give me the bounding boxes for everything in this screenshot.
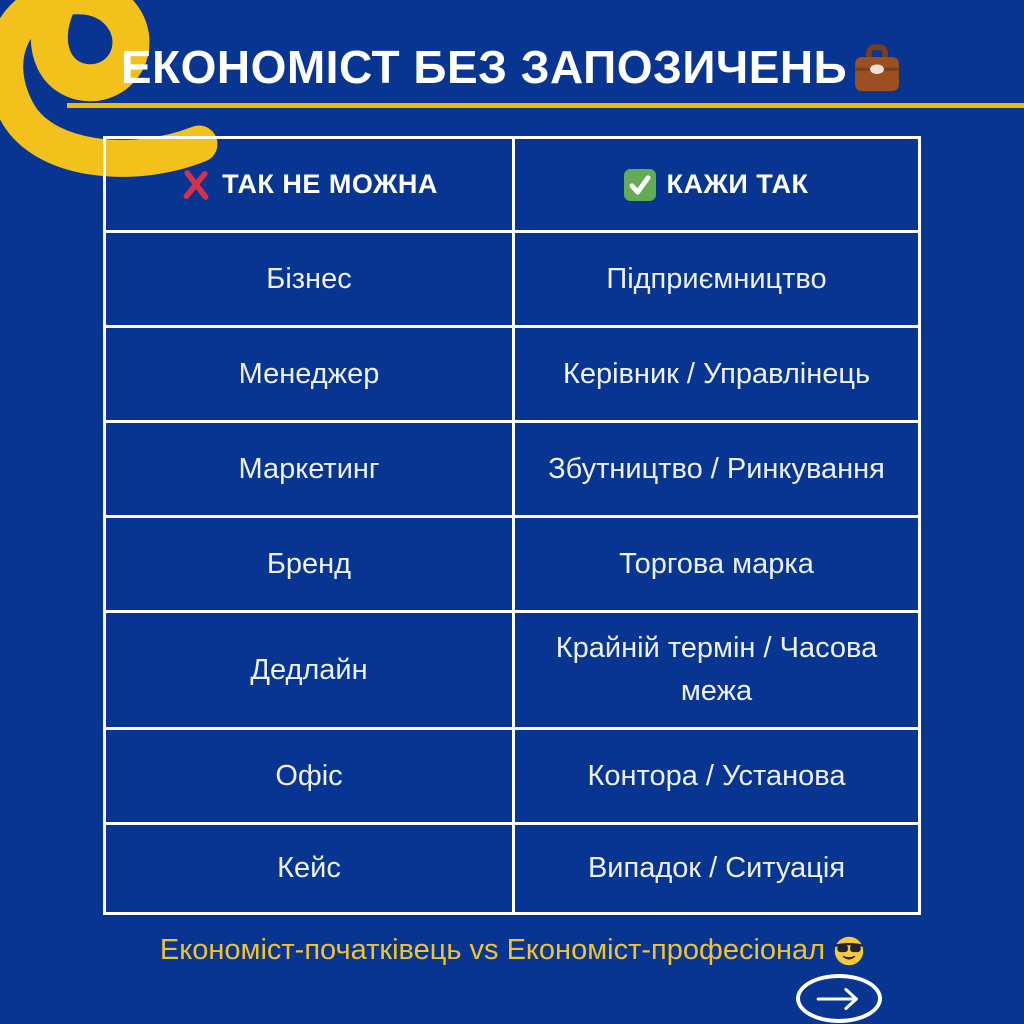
wrong-term-text: Маркетинг <box>238 452 380 485</box>
wrong-term-cell <box>106 613 512 727</box>
right-term-cell <box>512 233 918 325</box>
column-header-wrong <box>106 139 512 230</box>
wrong-term-cell <box>106 423 512 515</box>
right-term-text: Керівник / Управлінець <box>562 357 871 390</box>
table-row <box>106 420 918 515</box>
cross-mark-icon <box>180 168 212 202</box>
right-term-cell <box>512 518 918 610</box>
right-term-text: Крайній термін / Часова межа <box>555 632 878 707</box>
right-term-cell <box>512 423 918 515</box>
wrong-term-cell <box>106 518 512 610</box>
check-mark-icon <box>624 169 656 201</box>
footer-text: Економіст-початківець vs Економіст-професіонал <box>159 934 826 966</box>
wrong-term-text: Бізнес <box>266 262 352 295</box>
terms-table <box>103 136 921 915</box>
table-row <box>106 230 918 325</box>
wrong-term-text: Дедлайн <box>250 653 368 686</box>
wrong-term-cell <box>106 328 512 420</box>
briefcase-icon <box>851 44 903 96</box>
table-row <box>106 822 918 912</box>
header <box>0 38 1024 96</box>
table-header-row <box>106 139 918 230</box>
wrong-term-cell <box>106 233 512 325</box>
right-term-text: Випадок / Ситуація <box>587 852 846 885</box>
table-row <box>106 515 918 610</box>
sunglasses-face-icon <box>834 936 864 966</box>
right-term-text: Контора / Установа <box>587 759 846 792</box>
wrong-term-cell <box>106 730 512 822</box>
table-row <box>106 610 918 727</box>
table-row <box>106 325 918 420</box>
footer <box>0 934 1024 967</box>
wrong-term-cell <box>106 825 512 912</box>
column-header-wrong-label: ТАК НЕ МОЖНА <box>222 168 438 199</box>
column-header-right <box>512 139 918 230</box>
right-term-text: Торгова марка <box>619 547 814 580</box>
wrong-term-text: Офіс <box>275 759 343 792</box>
wrong-term-text: Менеджер <box>238 357 380 390</box>
table-row <box>106 727 918 822</box>
right-term-text: Підприємництво <box>606 262 827 295</box>
right-term-cell <box>512 825 918 912</box>
right-term-cell <box>512 613 918 727</box>
wrong-term-text: Бренд <box>266 547 352 580</box>
title-divider <box>67 103 1024 108</box>
arrow-right-icon <box>813 986 865 1012</box>
right-term-cell <box>512 730 918 822</box>
wrong-term-text: Кейс <box>277 852 341 885</box>
right-term-text: Збутництво / Ринкування <box>548 452 885 485</box>
page-title: ЕКОНОМІСТ БЕЗ ЗАПОЗИЧЕНЬ <box>120 41 848 93</box>
next-page-button[interactable] <box>796 974 882 1023</box>
right-term-cell <box>512 328 918 420</box>
column-header-right-label: КАЖИ ТАК <box>666 168 809 199</box>
